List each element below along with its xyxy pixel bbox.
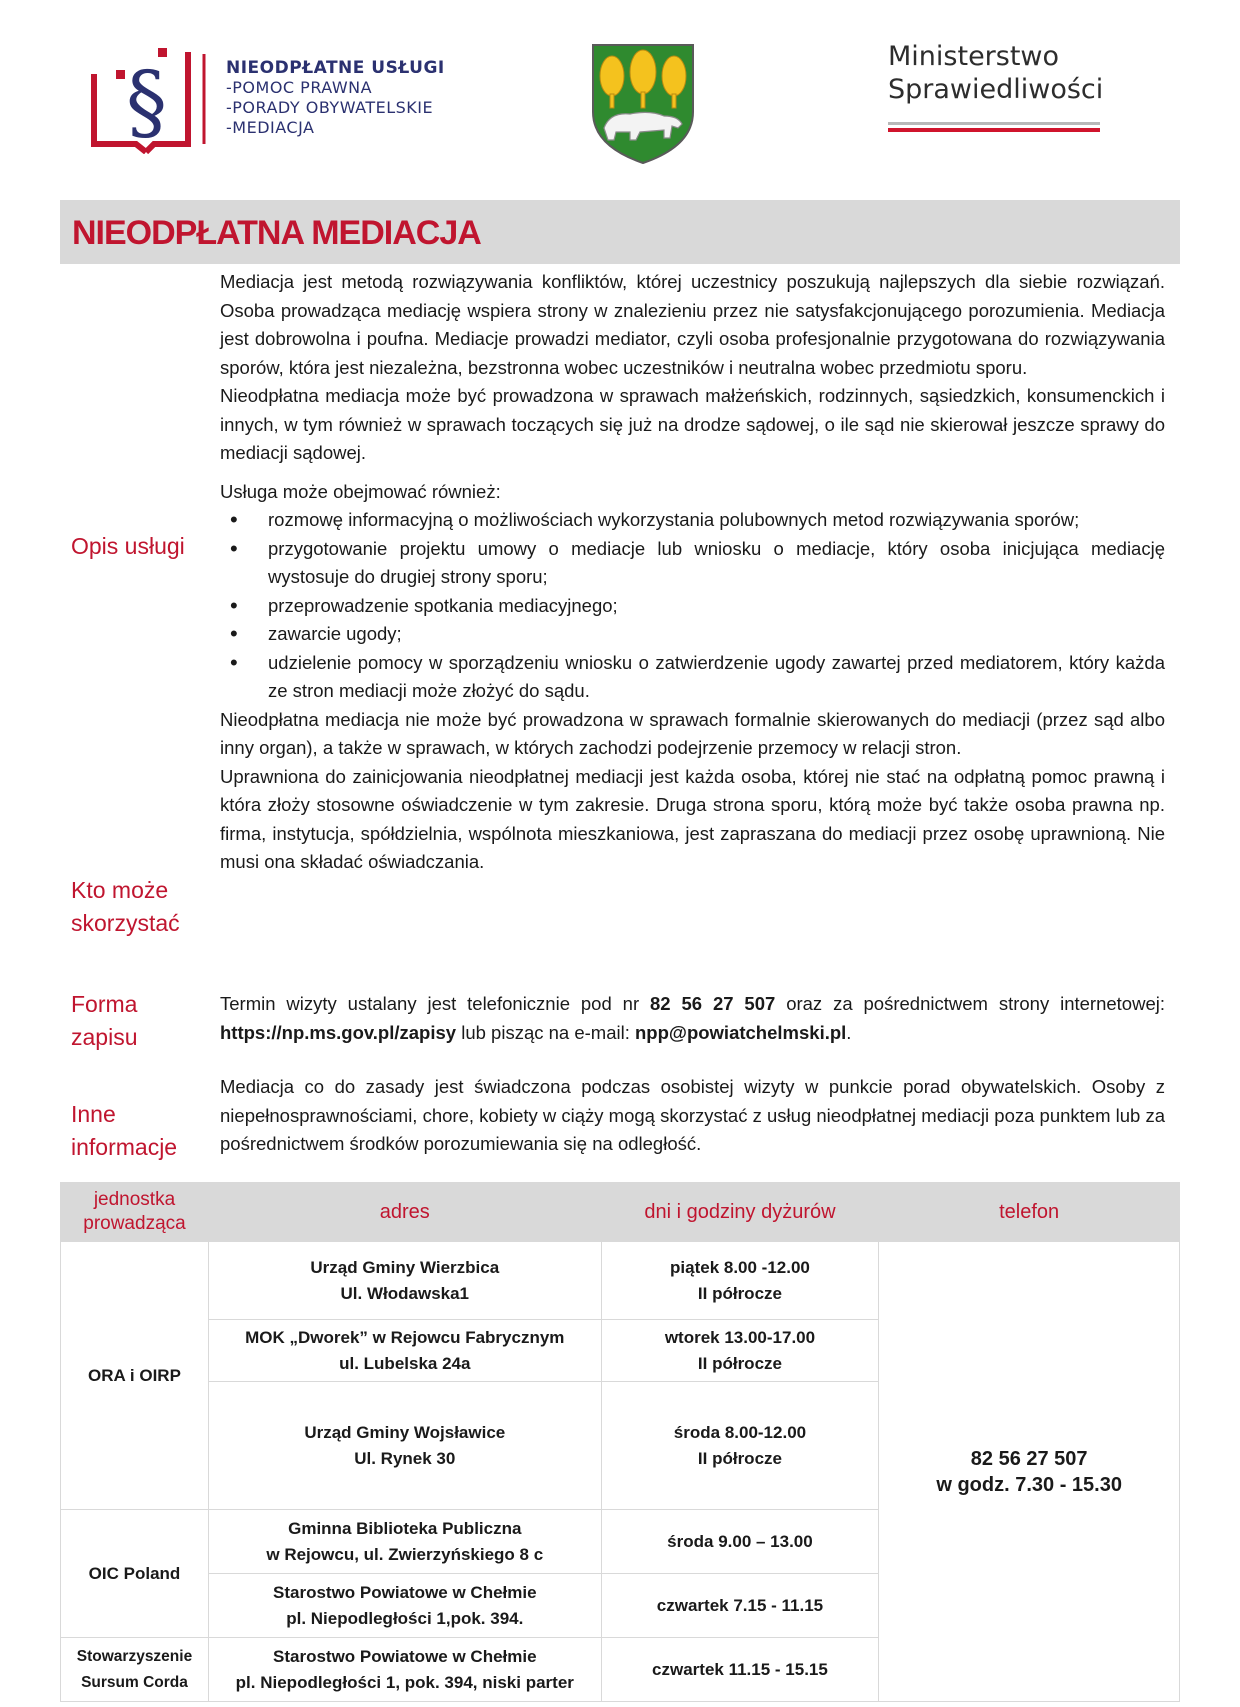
registration-phone[interactable]: 82 56 27 507 xyxy=(650,993,776,1014)
header-hours: dni i godziny dyżurów xyxy=(601,1183,879,1242)
other-info-text xyxy=(220,1073,1165,1159)
label-kto-line-1: Kto może xyxy=(71,877,169,903)
registration-text-d: . xyxy=(846,1021,852,1043)
hours-cell: środa 8.00-12.00 II półrocze xyxy=(601,1382,879,1510)
schedule-table xyxy=(60,1182,1180,1702)
list-item: • rozmowę informacyjną o możliwościach wykorzystania polubownych metod rozwiązywania sporów; xyxy=(220,506,1165,535)
list-item: • przeprowadzenie spotkania mediacyjnego; xyxy=(220,592,1165,621)
label-inne-informacje xyxy=(71,1098,177,1164)
title-band xyxy=(60,200,1180,264)
org-sursum-corda: Stowarzyszenie Sursum Corda xyxy=(61,1638,209,1702)
address-cell: Urząd Gminy Wierzbica Ul. Włodawska1 xyxy=(208,1242,601,1320)
table-header-row xyxy=(61,1183,1180,1242)
description-text xyxy=(220,268,1165,877)
ministry-bar-red xyxy=(888,128,1100,132)
table-row xyxy=(61,1242,1180,1320)
page-title: NIEODPŁATNA MEDIACJA xyxy=(72,214,481,252)
registration-text-a: Termin wizyty ustalany jest telefonicznie pod nr xyxy=(220,993,650,1014)
nps-logo-text xyxy=(226,58,445,138)
paragraph-book-icon xyxy=(88,44,218,154)
paragraph-exclusions: Nieodpłatna mediacja nie może być prowadzona w sprawach formalnie skierowanych do mediacji (przez sąd albo inny organ), a także w sprawach, w których zachodzi podejrzenie przemocy w relacji stron. xyxy=(220,708,1165,758)
svg-text:§: § xyxy=(126,55,167,150)
label-inne-line-1: Inne xyxy=(71,1101,116,1127)
registration-text xyxy=(220,990,1165,1047)
nps-line-2: -POMOC PRAWNA xyxy=(226,78,373,97)
address-cell: MOK „Dworek” w Rejowcu Fabrycznym ul. Lubelska 24a xyxy=(208,1320,601,1382)
nps-line-4: -MEDIACJA xyxy=(226,118,315,137)
label-forma-line-1: Forma xyxy=(71,991,138,1017)
services-list xyxy=(220,506,1165,706)
address-cell: Starostwo Powiatowe w Chełmie pl. Niepodległości 1, pok. 394, niski parter xyxy=(208,1638,601,1702)
registration-url-link[interactable]: https://np.ms.gov.pl/zapisy xyxy=(220,1021,457,1043)
ministry-name-line-2: Sprawiedliwości xyxy=(888,74,1104,105)
hours-cell: wtorek 13.00-17.00 II półrocze xyxy=(601,1320,879,1382)
paragraph-other-info: Mediacja co do zasady jest świadczona podczas osobistej wizyty w punkcie porad obywatelskich. Osoby z niepełnosprawnościami, chore, kobiety w ciąży mogą skorzystać z usług nieodpłatnej mediacji poza punktem lub za pośrednictwem środków porozumiewania się na odległość. xyxy=(220,1076,1166,1154)
paragraph-registration xyxy=(220,990,1165,1047)
nps-line-1: NIEODPŁATNE USŁUGI xyxy=(226,58,445,78)
phone-cell[interactable]: 82 56 27 507 w godz. 7.30 - 15.30 xyxy=(879,1242,1180,1702)
hours-cell: środa 9.00 – 13.00 xyxy=(601,1510,879,1574)
registration-text-b: oraz za pośrednictwem strony internetowej: xyxy=(775,993,1165,1014)
ministry-bar-grey xyxy=(888,122,1100,125)
paragraph-scope: Nieodpłatna mediacja może być prowadzona w sprawach małżeńskich, rodzinnych, sąsiedzkich, konsumenckich i innych, w tym również w sprawach toczących się już na drodze sądowej, o ile sąd nie skierował jeszcze sprawy do mediacji sądowej. xyxy=(220,385,1165,463)
paragraph-definition: Mediacja jest metodą rozwiązywania konfliktów, której uczestnicy poszukują najlepszych dla siebie rozwiązań. Osoba prowadząca mediację wspiera strony w znalezieniu przez nie satysfakcjonującego porozumienia. Mediacja jest dobrowolna i poufna. Mediacje prowadzi mediator, czyli osoba profesjonalnie przygotowana do rozwiązywania sporów, która jest niezależna, bezstronna wobec uczestników i neutralna wobec przedmiotu sporu. xyxy=(220,271,1165,378)
ministry-logo xyxy=(888,40,1108,132)
org-ora-oirp: ORA i OIRP xyxy=(61,1242,209,1510)
nps-logo xyxy=(88,44,488,154)
paragraph-eligibility: Uprawniona do zainicjowania nieodpłatnej mediacji jest każda osoba, której nie stać na odpłatną pomoc prawną i która złoży stosowne oświadczenie w tym zakresie. Druga strona sporu, którą może być także osoba prawna np. firma, instytucja, spółdzielnia, wspólnota mieszkaniowa, jest zapraszana do mediacji przez osobę uprawnioną. Nie musi ona składać oświadczania. xyxy=(220,765,1165,872)
label-forma-line-2: zapisu xyxy=(71,1024,138,1050)
header-phone: telefon xyxy=(879,1183,1180,1242)
org-oic-poland: OIC Poland xyxy=(61,1510,209,1638)
address-cell: Starostwo Powiatowe w Chełmie pl. Niepodległości 1,pok. 394. xyxy=(208,1574,601,1638)
label-opis-text: Opis usługi xyxy=(71,533,185,559)
label-opis-uslugi xyxy=(71,530,185,563)
list-item: • udzielenie pomocy w sporządzeniu wniosku o zatwierdzenie ugody zawartej przed mediatorem, który każda ze stron mediacji może złożyć do sądu. xyxy=(220,649,1165,706)
address-cell: Urząd Gminy Wojsławice Ul. Rynek 30 xyxy=(208,1382,601,1510)
label-forma-zapisu xyxy=(71,988,137,1054)
hours-cell: piątek 8.00 -12.00 II półrocze xyxy=(601,1242,879,1320)
address-cell: Gminna Biblioteka Publiczna w Rejowcu, ul. Zwierzyńskiego 8 c xyxy=(208,1510,601,1574)
header-unit: jednostka prowadząca xyxy=(61,1183,209,1242)
list-item: • przygotowanie projektu umowy o mediacje lub wniosku o mediacje, który osoba inicjująca mediację wystosuje do drugiej strony sporu; xyxy=(220,535,1165,592)
registration-text-c: lub pisząc na e-mail: xyxy=(456,1021,635,1043)
label-kto-line-2: skorzystać xyxy=(71,910,180,936)
registration-email-link[interactable]: npp@powiatchelmski.pl xyxy=(635,1021,847,1043)
hours-cell: czwartek 7.15 - 11.15 xyxy=(601,1574,879,1638)
list-item: • zawarcie ugody; xyxy=(220,620,1165,649)
hours-cell: czwartek 11.15 - 15.15 xyxy=(601,1638,879,1702)
label-inne-line-2: informacje xyxy=(71,1134,178,1160)
coat-of-arms-icon xyxy=(590,42,696,171)
label-kto-moze xyxy=(71,874,180,940)
paragraph-includes-intro: Usługa może obejmować również: xyxy=(220,480,501,502)
ministry-name-line-1: Ministerstwo xyxy=(888,41,1060,72)
header-address: adres xyxy=(208,1183,601,1242)
nps-line-3: -PORADY OBYWATELSKIE xyxy=(226,98,434,117)
